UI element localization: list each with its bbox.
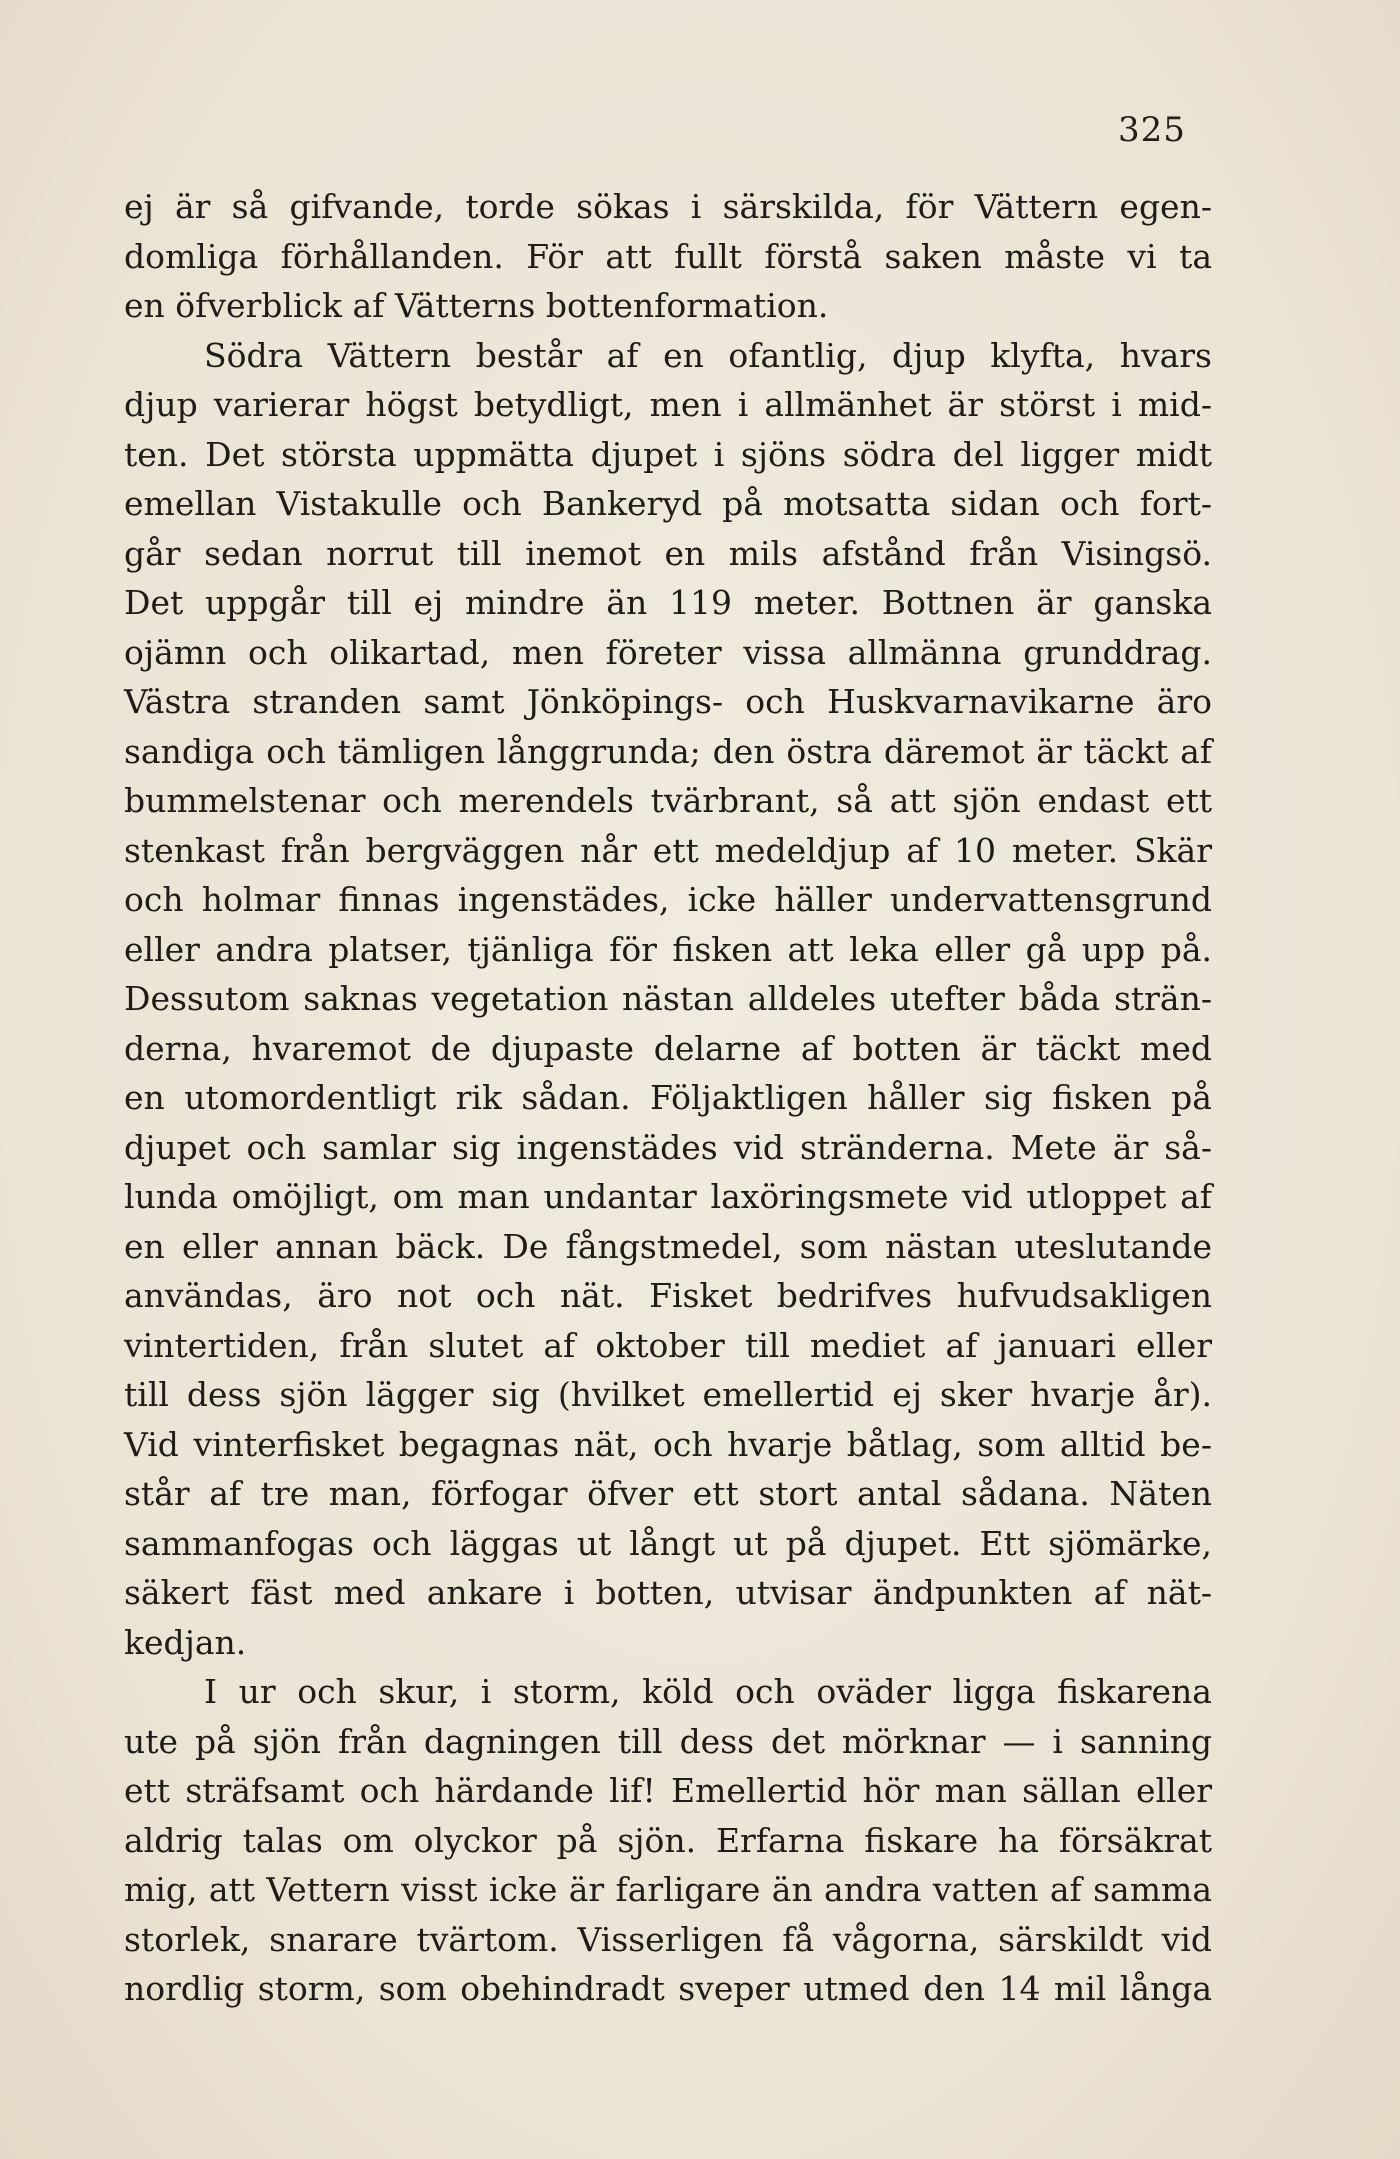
text-line: en eller annan bäck. De fångstmedel, som nästan uteslutande <box>124 1226 1212 1266</box>
text-line: bummelstenar och merendels tvärbrant, så att sjön endast ett <box>124 781 1212 820</box>
text-line: ej är så gifvande, torde sökas i särskilda, för Vättern egen- <box>124 187 1212 226</box>
text-line: vintertiden, från slutet af oktober till mediet af januari eller <box>124 1325 1212 1365</box>
text-line: en öfverblick af Vätterns bottenformation. <box>124 286 829 325</box>
text-line: djup varierar högst betydligt, men i allmänhet är störst i mid- <box>124 385 1212 424</box>
text-line: stenkast från bergväggen når ett medeldjup af 10 meter. Skär <box>124 830 1212 870</box>
text-line: Det uppgår till ej mindre än 119 meter. Bottnen är ganska <box>124 583 1212 622</box>
text-line: djupet och samlar sig ingenstädes vid stränderna. Mete är så- <box>124 1127 1212 1167</box>
text-line: Vid vinterfisket begagnas nät, och hvarje båtlag, som alltid be- <box>124 1424 1212 1464</box>
text-line: eller andra platser, tjänliga för fisken att leka eller gå upp på. <box>124 929 1212 969</box>
text-line: användas, äro not och nät. Fisket bedrifves hufvudsakligen <box>124 1276 1212 1315</box>
text-line: nordlig storm, som obehindradt sveper utmed den 14 mil långa <box>124 1969 1212 2008</box>
text-line: lunda omöjligt, om man undantar laxöringsmete vid utloppet af <box>124 1177 1212 1216</box>
text-line: går sedan norrut till inemot en mils afstånd från Visingsö. <box>124 533 1212 573</box>
text-line: mig, att Vettern visst icke är farligare än andra vatten af samma <box>124 1870 1212 1909</box>
text-line: till dess sjön lägger sig (hvilket emellertid ej sker hvarje år). <box>124 1375 1212 1414</box>
text-line: storlek, snarare tvärtom. Visserligen få vågorna, särskildt vid <box>124 1919 1212 1959</box>
text-line: säkert fäst med ankare i botten, utvisar ändpunkten af nät- <box>124 1573 1212 1612</box>
text-line: I ur och skur, i storm, köld och oväder ligga fiskarena <box>204 1672 1212 1711</box>
text-line: sammanfogas och läggas ut långt ut på djupet. Ett sjömärke, <box>124 1523 1212 1563</box>
text-line: aldrig talas om olyckor på sjön. Erfarna fiskare ha försäkrat <box>124 1820 1212 1860</box>
body-text <box>124 182 1212 2014</box>
text-line: kedjan. <box>124 1622 247 1662</box>
text-line: står af tre man, förfogar öfver ett stort antal sådana. Näten <box>124 1474 1212 1513</box>
text-line: ojämn och olikartad, men företer vissa allmänna grunddrag. <box>124 632 1212 672</box>
text-line: ute på sjön från dagningen till dess det mörknar — i sanning <box>124 1721 1212 1761</box>
text-line: Dessutom saknas vegetation nästan alldeles utefter båda strän- <box>124 979 1212 1018</box>
text-line: Västra stranden samt Jönköpings- och Huskvarnavikarne äro <box>124 682 1212 721</box>
text-line: Södra Vättern består af en ofantlig, djup klyfta, hvars <box>204 335 1212 375</box>
text-line: ett sträfsamt och härdande lif! Emellertid hör man sällan eller <box>124 1771 1212 1810</box>
text-line: en utomordentligt rik sådan. Följaktligen håller sig fisken på <box>124 1078 1212 1117</box>
text-line: ten. Det största uppmätta djupet i sjöns södra del ligger midt <box>124 434 1212 474</box>
text-line: sandiga och tämligen långgrunda; den östra däremot är täckt af <box>124 731 1212 771</box>
text-line: domliga förhållanden. För att fullt förstå saken måste vi ta <box>124 236 1212 276</box>
text-line: och holmar finnas ingenstädes, icke häller undervattensgrund <box>124 880 1212 919</box>
text-line: derna, hvaremot de djupaste delarne af botten är täckt med <box>124 1028 1212 1068</box>
page-number: 325 <box>1118 110 1186 150</box>
text-line: emellan Vistakulle och Bankeryd på motsatta sidan och fort- <box>124 484 1212 523</box>
